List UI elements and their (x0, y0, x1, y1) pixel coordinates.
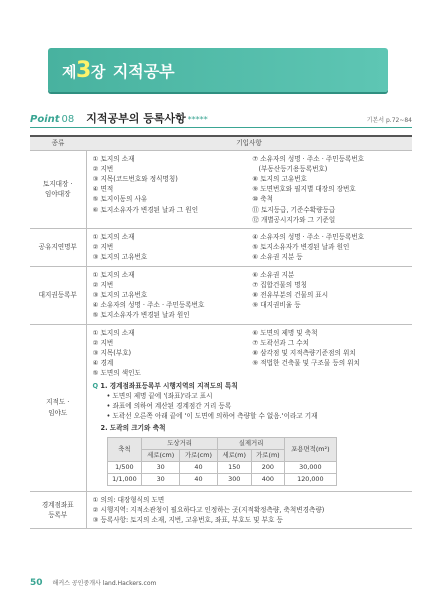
table-row (30, 228, 412, 266)
point-header (30, 110, 412, 128)
list-item: ⑤ 토지소유자가 변경된 날과 원인 (92, 311, 190, 320)
list-item: ⑤ 토지소유자가 변경된 날과 원인 (252, 243, 350, 252)
list-item: ⑨ 적법한 건축물 및 구조물 등의 위치 (252, 359, 360, 368)
row-category: 지적도 · 임야도 (30, 324, 86, 491)
list-item: (부동산등기용등록번호) (252, 164, 328, 173)
list-item: ② 지번 (92, 243, 114, 252)
footer (30, 578, 156, 588)
list-item: ⑫ 개별공시지가와 그 기준일 (252, 215, 336, 224)
table-row (30, 491, 412, 529)
point-label: Point (30, 114, 60, 125)
list-item: ① 토지의 소재 (92, 154, 135, 163)
reference-page: 기본서 p.72~84 (366, 117, 412, 124)
scale-row: 1/1,000 30 40 300 400 120,000 (107, 473, 336, 485)
list-item: ④ 경계 (92, 359, 114, 368)
list-item: ⑦ 소유자의 성명 · 주소 · 주민등록번호 (252, 154, 365, 163)
question-icon: Q (92, 381, 99, 390)
list-item: ② 지번 (92, 280, 114, 289)
length-cm-header: 세로(cm) (142, 449, 180, 461)
list-item: ⑨ 도면번호와 필지별 대장의 장번호 (252, 185, 356, 194)
actual-distance-header: 실제거리 (217, 437, 284, 449)
list-item: ⑥ 소유권 지분 (252, 270, 295, 279)
chapter-banner (48, 48, 388, 92)
importance-stars: ***** (187, 115, 208, 124)
list-item: ⑦ 집합건물의 명칭 (252, 280, 307, 289)
area-header: 포용면적(m²) (285, 437, 336, 461)
list-item: ① 토지의 소재 (92, 328, 135, 337)
drawn-distance-header: 도상거리 (142, 437, 218, 449)
point-title: 지적공부의 등록사항 (86, 112, 186, 125)
row-category: 대지권등록부 (30, 266, 86, 324)
length-m-header: 세로(m) (217, 449, 251, 461)
registration-table (30, 135, 412, 529)
list-item: ⑥ 도면의 제명 및 축척 (252, 328, 318, 337)
list-item: ② 지번 (92, 338, 114, 347)
list-item: ⑪ 토지등급, 기준수확량등급 (252, 205, 336, 214)
list-item: ⑨ 대지권비율 등 (252, 301, 301, 310)
list-item: ⑦ 도곽선과 그 수치 (252, 338, 310, 347)
row-category: 토지대장 · 임야대장 (30, 150, 86, 228)
header-type: 종류 (30, 136, 86, 150)
list-item: ④ 면적 (92, 185, 114, 194)
scale-header: 축척 (107, 437, 142, 461)
list-item: ⑧ 토지의 고유번호 (252, 174, 307, 183)
list-item: ⑩ 축척 (252, 195, 273, 204)
scale-subtitle: 2. 도곽의 크기와 축척 (100, 424, 166, 433)
list-item: ② 시행지역: 지적소관청이 필요하다고 인정하는 곳(지적확정측량, 축척변경측량) (92, 505, 325, 514)
publisher-site: 해커스 공인중개사 land.Hackers.com (52, 580, 157, 587)
note-bullet: • 좌표에 의하여 계산된 경계점간 거리 등록 (106, 401, 232, 410)
note-title: Q 1. 경계점좌표등록부 시행지역의 지적도의 특칙 (92, 381, 238, 390)
width-m-header: 가로(m) (251, 449, 285, 461)
list-item: ③ 등록사항: 토지의 소재, 지번, 고유번호, 좌표, 부호도 및 부호 등 (92, 515, 283, 524)
list-item: ⑥ 소유권 지분 등 (252, 253, 303, 262)
list-item: ⑤ 토지이동의 사유 (92, 195, 148, 204)
list-item: ⑤ 도면의 색인도 (92, 369, 141, 378)
table-row (30, 266, 412, 324)
list-item: ① 의의: 대장형식의 도면 (92, 495, 165, 504)
list-item: ③ 토지의 고유번호 (92, 290, 148, 299)
width-cm-header: 가로(cm) (180, 449, 218, 461)
list-item: ① 토지의 소재 (92, 270, 135, 279)
point-number: 08 (61, 114, 75, 125)
list-item: ③ 지목(부호) (92, 348, 132, 357)
list-item: ④ 소유자의 성명 · 주소 · 주민등록번호 (92, 301, 205, 310)
row-category: 공유지연명부 (30, 228, 86, 266)
chapter-title: 지적공부 (112, 61, 175, 81)
header-items: 기입사항 (86, 136, 412, 150)
table-row (30, 324, 412, 491)
list-item: ③ 토지의 고유번호 (92, 253, 148, 262)
list-item: ① 토지의 소재 (92, 232, 135, 241)
chapter-number: 제3장 (62, 57, 105, 83)
note-bullet: • 도면의 제명 끝에 '(좌표)'라고 표시 (106, 391, 213, 400)
scale-table (107, 437, 337, 486)
list-item: ② 지번 (92, 164, 114, 173)
list-item: ③ 지목(코드번호와 정식명칭) (92, 174, 178, 183)
list-item: ⑧ 삼각점 및 지적측량기준점의 위치 (252, 348, 356, 357)
list-item: ⑥ 토지소유자가 변경된 날과 그 원인 (92, 205, 199, 214)
row-category: 경계점좌표 등록부 (30, 491, 86, 529)
list-item: ④ 소유자의 성명 · 주소 · 주민등록번호 (252, 232, 365, 241)
note-bullet: • 도곽선 오른쪽 아래 끝에 '이 도면에 의하여 측량할 수 없음.'이라고 기재 (106, 412, 318, 421)
table-row (30, 150, 412, 228)
list-item: ⑧ 전유부분의 건물의 표시 (252, 290, 329, 299)
scale-row: 1/500 30 40 150 200 30,000 (107, 461, 336, 473)
page-number: 50 (30, 578, 43, 588)
